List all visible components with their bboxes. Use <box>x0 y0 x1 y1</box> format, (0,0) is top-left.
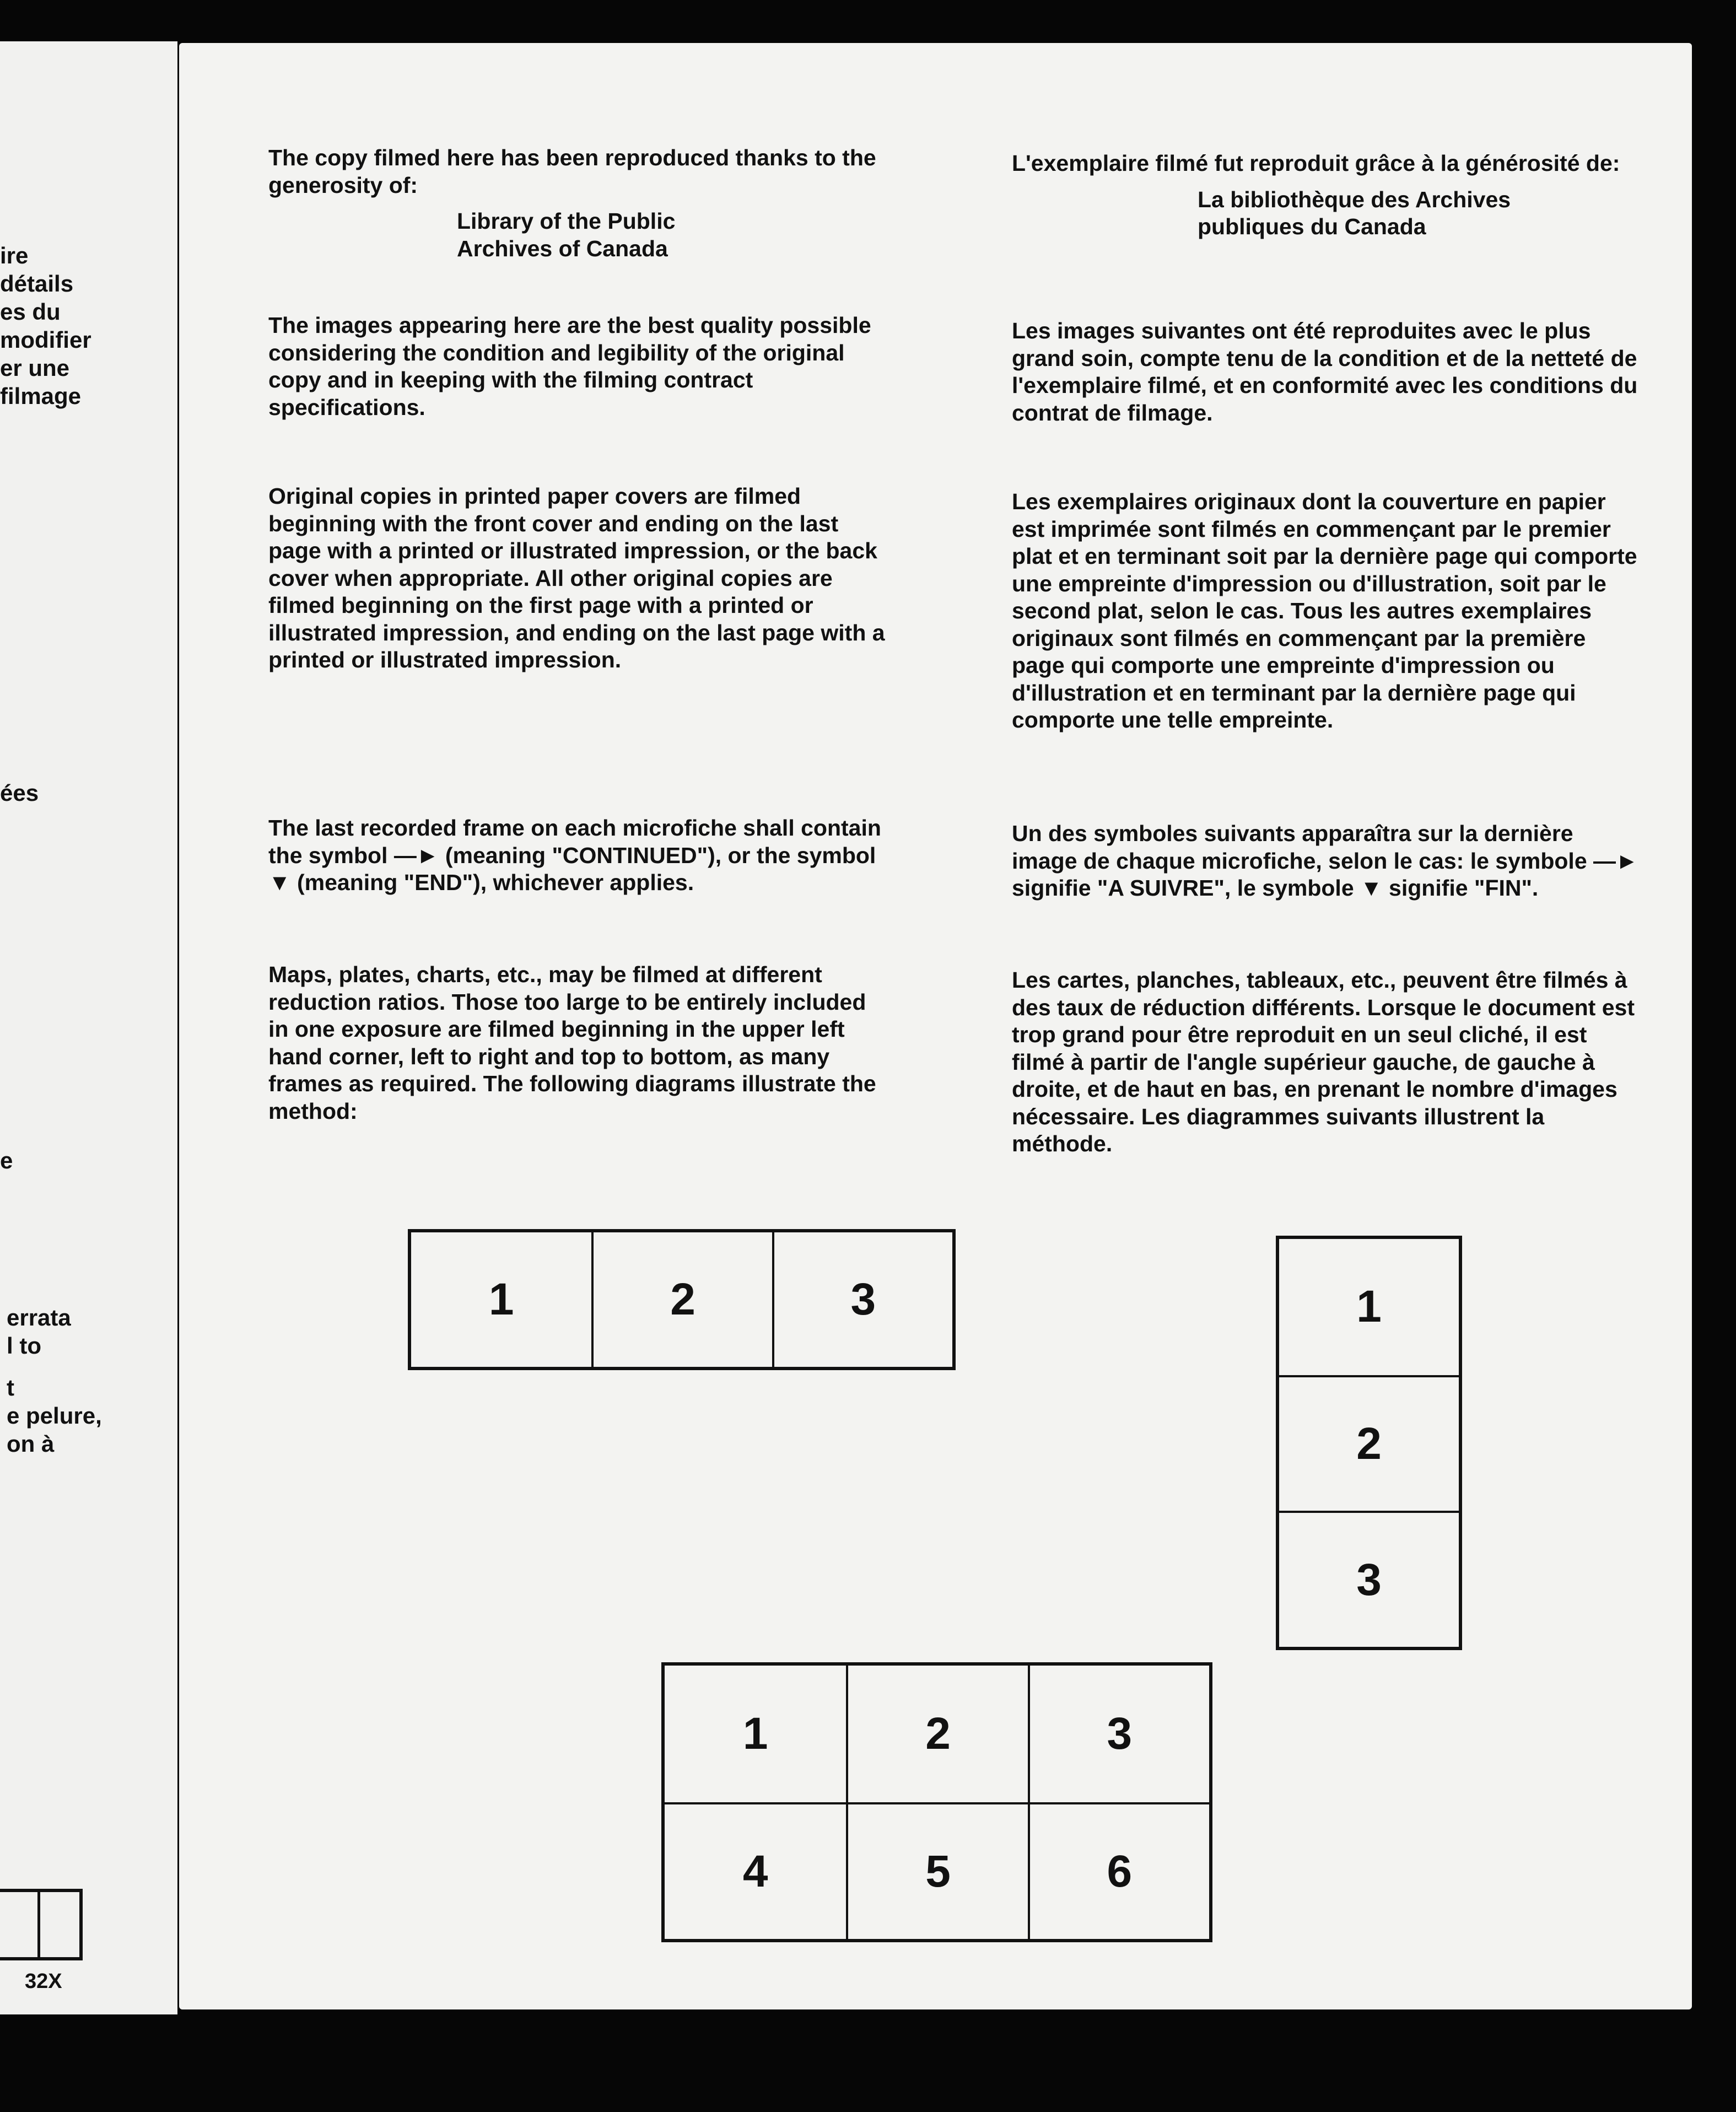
fragment-line: es du <box>0 299 61 325</box>
en-p4-text-b: (meaning "CONTINUED"), or the symbol <box>445 842 876 868</box>
fragment-line: ées <box>0 780 39 806</box>
diagram-cell: 2 <box>846 1666 1027 1802</box>
resolution-cell <box>0 1892 37 1957</box>
fr-paragraph-4 <box>1012 820 1640 902</box>
fr-p4-text-a: Un des symboles suivants apparaîtra sur la dernière image de chaque microfiche, selon le cas: le symbole <box>1012 821 1587 874</box>
triangle-down-icon: ▼ <box>1360 875 1383 901</box>
diagram-cell: 2 <box>591 1232 772 1367</box>
fr-p4-text-b: signifie "A SUIVRE", le symbole <box>1012 875 1354 901</box>
fragment-line: errata <box>7 1305 71 1330</box>
diagram-cell: 2 <box>1279 1375 1459 1511</box>
fragment-line: ire <box>0 243 29 268</box>
diagram-cell: 6 <box>1028 1802 1209 1939</box>
en-paragraph-4 <box>268 815 888 897</box>
resolution-box <box>0 1889 83 1960</box>
diagram-vertical <box>1276 1236 1462 1650</box>
fr-paragraph-2: Les images suivantes ont été reproduites avec le plus grand soin, compte tenu de la condition et de la netteté de l'exemplaire filmé, et en conformité avec les conditions du contrat de filmage. <box>1012 318 1638 425</box>
en-p4-text-a: The last recorded frame on each microfiche shall contain the symbol <box>268 815 881 868</box>
adjacent-page-fragment <box>0 41 177 2014</box>
diagram-horizontal <box>408 1229 956 1370</box>
fragment-line: détails <box>0 271 74 297</box>
diagram-cell: 1 <box>488 1274 514 1324</box>
en-paragraph-2: The images appearing here are the best quality possible considering the condition and legibility of the original copy and in keeping with the filming contract specifications. <box>268 313 871 420</box>
resolution-cell <box>37 1892 80 1957</box>
diagram-cell: 5 <box>846 1802 1027 1939</box>
fragment-line: l to <box>7 1333 41 1359</box>
fr-library-name-2: publiques du Canada <box>1198 214 1426 239</box>
diagram-cell: 4 <box>665 1802 846 1939</box>
fragment-line: filmage <box>0 383 82 409</box>
en-library-name-1: Library of the Public <box>457 208 676 234</box>
diagram-cell: 1 <box>742 1709 768 1759</box>
scale-label: 32X <box>25 1970 62 1993</box>
fragment-line: e <box>0 1147 13 1173</box>
fragment-line: er une <box>0 355 70 381</box>
diagram-cell: 3 <box>1279 1511 1459 1647</box>
fr-paragraph-5: Les cartes, planches, tableaux, etc., peuvent être filmés à des taux de réduction différents. Lorsque le document est trop grand pour être reproduit en un seul cliché, il est filmé à partir de l'angle supérieur gauche, de gauche à droite, et de haut en bas, en prenant le nombre d'images nécessaire. Les diagrammes suivants illustrent la méthode. <box>1012 967 1635 1156</box>
english-column <box>268 144 888 262</box>
fragment-line: e pelure, <box>7 1403 102 1429</box>
arrow-right-icon: —► <box>393 842 439 868</box>
diagram-grid <box>661 1662 1212 1942</box>
en-paragraph-3: Original copies in printed paper covers are filmed beginning with the front cover and ending on the last page with a printed or illustrated impression, or the back cover when appropriate. All other original copies are filmed beginning on the first page with a printed or illustrated impression, and ending on the last page with a printed or illustrated impression. <box>268 483 885 672</box>
diagram-cell: 3 <box>1028 1666 1209 1802</box>
fr-p4-text-c: signifie "FIN". <box>1389 875 1539 901</box>
arrow-right-icon: —► <box>1593 848 1638 874</box>
fr-paragraph-1: L'exemplaire filmé fut reproduit grâce à la générosité de: <box>1012 150 1620 176</box>
en-paragraph-1: The copy filmed here has been reproduced thanks to the generosity of: <box>268 145 876 198</box>
en-p4-text-c: (meaning "END"), whichever applies. <box>297 870 694 895</box>
fragment-text-top <box>0 241 91 410</box>
fragment-line: t <box>7 1375 14 1400</box>
fragment-text-bottom <box>7 1303 102 1458</box>
fr-paragraph-3: Les exemplaires originaux dont la couverture en papier est imprimée sont filmés en commençant par le premier plat et en terminant soit par la dernière page qui comporte une empreinte d'impression ou d'illustration, soit par le second plat, selon le cas. Tous les autres exemplaires originaux sont filmés en commençant par la première page qui comporte une empreinte d'impression ou d'illustration et en terminant par la dernière page qui comporte une telle empreinte. <box>1012 489 1637 732</box>
fragment-spacer <box>7 1360 102 1373</box>
diagram-cell: 3 <box>772 1232 952 1367</box>
french-column <box>1012 150 1640 241</box>
en-paragraph-5: Maps, plates, charts, etc., may be filmed at different reduction ratios. Those too large to be entirely included in one exposure are filmed beginning in the upper left hand corner, left to right and top to bottom, as many frames as required. The following diagrams illustrate the method: <box>268 962 876 1124</box>
fragment-line: modifier <box>0 327 91 353</box>
triangle-down-icon: ▼ <box>268 870 291 895</box>
en-library-name-2: Archives of Canada <box>457 235 668 261</box>
diagram-cell: 1 <box>1356 1281 1382 1332</box>
fragment-line: on à <box>7 1431 55 1457</box>
fr-library-name-1: La bibliothèque des Archives <box>1198 186 1511 212</box>
